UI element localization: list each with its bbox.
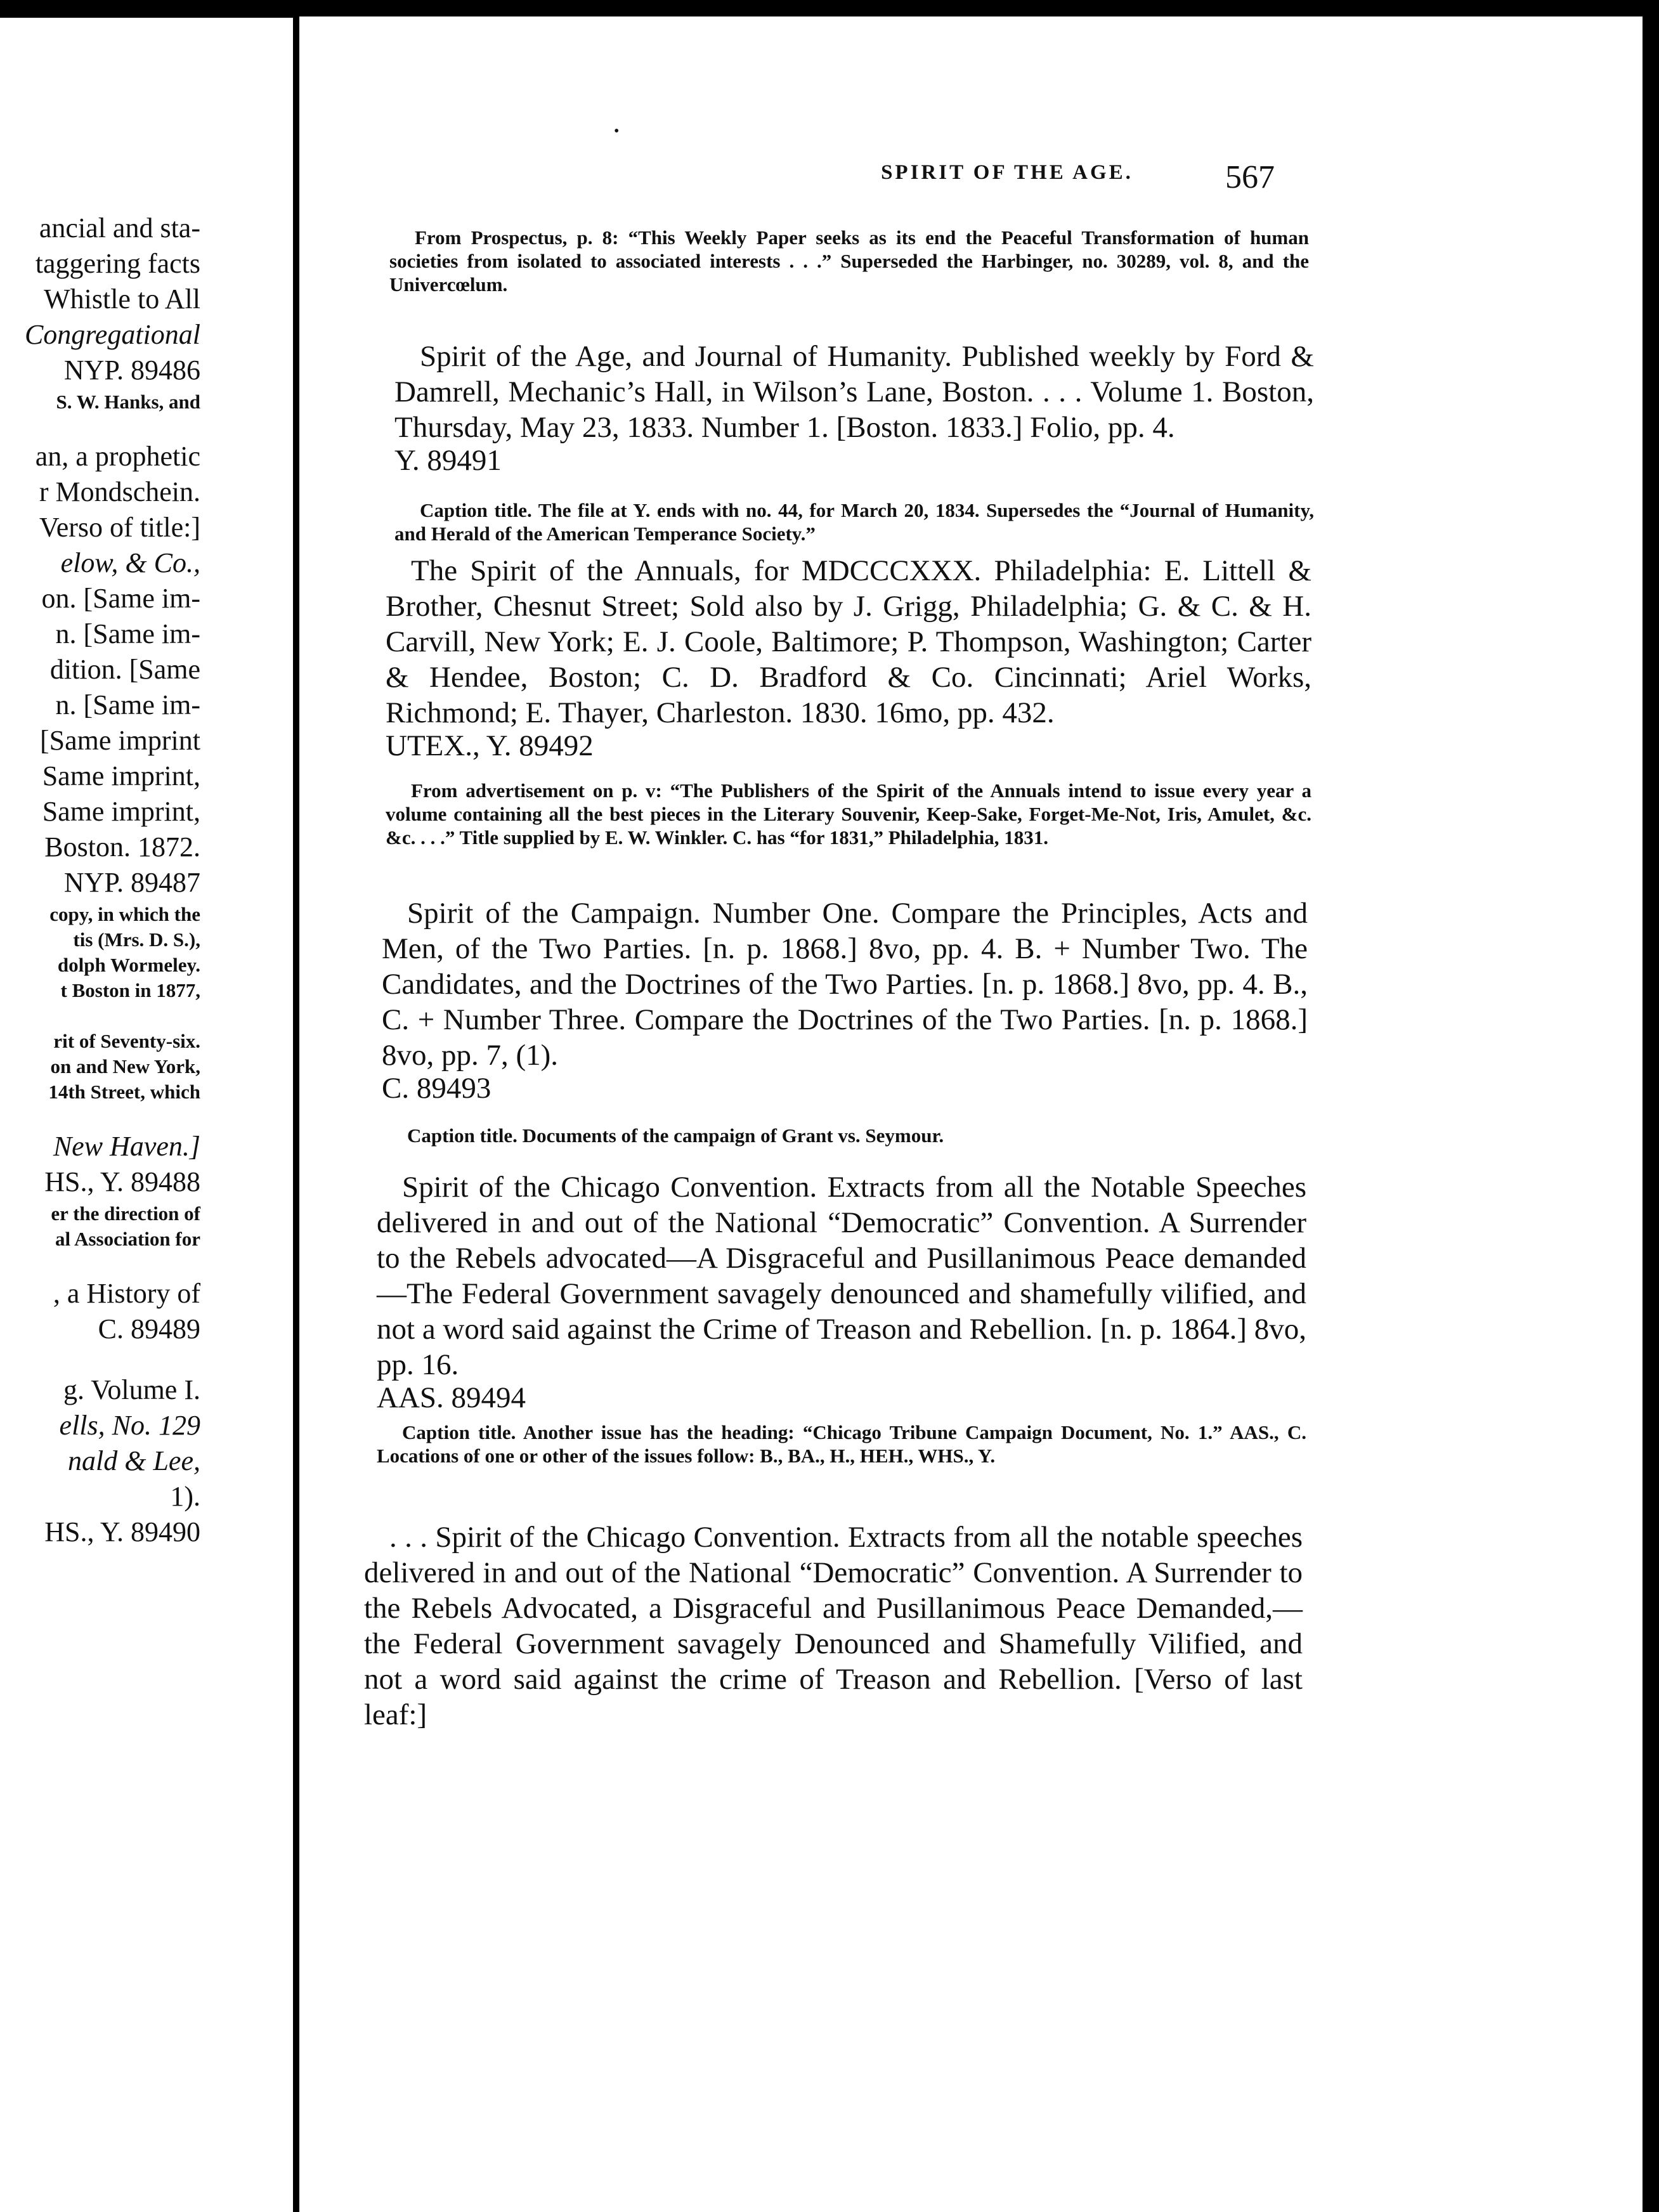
- left-page-line: HS., Y. 89488: [44, 1166, 200, 1197]
- entry-89491: [394, 339, 1314, 478]
- left-page-line: on and New York,: [50, 1055, 200, 1077]
- left-page-line: NYP. 89487: [63, 867, 200, 898]
- left-page-line: n. [Same im-: [55, 618, 200, 649]
- entry-89492-call-number: UTEX., Y. 89492: [386, 729, 594, 762]
- left-page-line: Whistle to All: [44, 283, 200, 315]
- left-page-line: Congregational: [24, 319, 200, 350]
- entry-89493-note: [382, 1124, 1308, 1147]
- left-page-line: [Same imprint: [40, 725, 200, 756]
- left-page-line: NYP. 89486: [63, 355, 200, 386]
- entry-89494: [377, 1169, 1306, 1415]
- scan-border-right: [1643, 0, 1659, 2212]
- left-page-line: 1).: [170, 1481, 200, 1512]
- left-page-line: an, a prophetic: [35, 441, 200, 472]
- entry-89491-note-text: Caption title. The file at Y. ends with no. 44, for March 20, 1834. Supersedes the “Journal of Humanity, and Herald of the American Temperance Society.”: [394, 499, 1314, 545]
- entry-89492-text: The Spirit of the Annuals, for MDCCCXXX. Philadelphia: E. Littell & Brother, Chesnut Street; Sold also by J. Grigg, Philadelphia; G. & C. & H. Carvill, New York; E. J. Coole, Baltimore; P. Thompson, Washington; Carter & Hendee, Boston; C. D. Bradford & Co. Cincinnati; Ariel Works, Richmond; E. Thayer, Charleston. 1830. 16mo, pp. 432.: [386, 554, 1311, 729]
- entry-89491-call-number: Y. 89491: [394, 444, 502, 477]
- entry-89494-note: [377, 1421, 1306, 1467]
- entry-89493: [382, 895, 1308, 1106]
- left-page-line: n. [Same im-: [55, 689, 200, 720]
- prospectus-note-text: From Prospectus, p. 8: “This Weekly Paper seeks as its end the Peaceful Transformation of human societies from isolated to associated interests . . .” Superseded the Harbinger, no. 30289, vol. 8, and the Univercœlum.: [389, 226, 1309, 296]
- left-page-line: dolph Wormeley.: [57, 954, 200, 976]
- left-page-line: elow, & Co.,: [60, 547, 200, 578]
- left-page-line: S. W. Hanks, and: [56, 391, 200, 413]
- entry-89492: [386, 553, 1311, 764]
- ink-dot: •: [614, 123, 620, 140]
- left-page-line: copy, in which the: [49, 903, 200, 925]
- entry-continuation-text: . . . Spirit of the Chicago Convention. Extracts from all the notable speeches delivered in and out of the National “Democratic” Convention. A Surrender to the Rebels Advocated, a Disgraceful and Pusillanimous Peace Demanded,—the Federal Government savagely Denounced and Shamefully Vilified, and not a word said against the crime of Treason and Rebellion. [Verso of last leaf:]: [364, 1521, 1303, 1731]
- entry-89494-text: Spirit of the Chicago Convention. Extracts from all the Notable Speeches delivered in and out of the National “Democratic” Convention. A Surrender to the Rebels advocated—A Disgraceful and Pusillanimous Peace demanded—The Federal Government savagely denounced and shamefully vilified, and not a word said against the Crime of Treason and Rebellion. [n. p. 1864.] 8vo, pp. 16.: [377, 1171, 1306, 1381]
- left-page-line: tis (Mrs. D. S.),: [73, 928, 200, 951]
- left-page-line: al Association for: [55, 1228, 200, 1250]
- left-page-line: New Haven.]: [53, 1131, 200, 1162]
- left-page-line: Verso of title:]: [39, 512, 200, 543]
- left-page-line: rit of Seventy-six.: [53, 1030, 200, 1052]
- left-page-line: taggering facts: [35, 248, 200, 279]
- left-page-line: Boston. 1872.: [44, 831, 200, 862]
- left-page-line: , a History of: [53, 1278, 200, 1309]
- left-facing-page: [0, 18, 293, 2212]
- left-page-line: dition. [Same: [49, 654, 200, 685]
- entry-89494-call-number: AAS. 89494: [377, 1381, 526, 1414]
- left-page-line: ells, No. 129: [59, 1410, 200, 1441]
- left-page-line: nald & Lee,: [68, 1445, 200, 1476]
- left-page-line: C. 89489: [98, 1313, 200, 1344]
- entry-89493-note-text: Caption title. Documents of the campaign of Grant vs. Seymour.: [407, 1124, 944, 1147]
- entry-89493-text: Spirit of the Campaign. Number One. Compare the Principles, Acts and Men, of the Two Parties. [n. p. 1868.] 8vo, pp. 4. B. + Number Two. The Candidates, and the Doctrines of the Two Parties. [n. p. 1868.] 8vo, pp. 4. B., C. + Number Three. Compare the Doctrines of the Two Parties. [n. p. 1868.] 8vo, pp. 7, (1).: [382, 897, 1308, 1072]
- book-gutter: [293, 0, 299, 2212]
- left-page-line: r Mondschein.: [39, 476, 200, 507]
- left-page-line: Same imprint,: [42, 760, 200, 791]
- left-page-line: 14th Street, which: [48, 1081, 200, 1103]
- left-page-line: Same imprint,: [42, 796, 200, 827]
- entry-89492-note: [386, 779, 1311, 849]
- page-number: 567: [1225, 159, 1275, 195]
- left-page-line: g. Volume I.: [63, 1374, 200, 1405]
- left-page-line: on. [Same im-: [41, 583, 200, 614]
- entry-89493-call-number: C. 89493: [382, 1072, 491, 1105]
- entry-continuation: [364, 1519, 1303, 1733]
- entry-89492-note-text: From advertisement on p. v: “The Publishers of the Spirit of the Annuals intend to issue every year a volume containing all the best pieces in the Literary Souvenir, Keep-Sake, Forget-Me-Not, Iris, Amulet, &c. &c. . . .” Title supplied by E. W. Winkler. C. has “for 1831,” Philadelphia, 1831.: [386, 779, 1311, 849]
- left-page-line: ancial and sta-: [39, 212, 200, 244]
- left-page-line: t Boston in 1877,: [60, 979, 200, 1001]
- left-page-line: HS., Y. 89490: [44, 1516, 200, 1547]
- entry-89491-text: Spirit of the Age, and Journal of Humanity. Published weekly by Ford & Damrell, Mechanic’s Hall, in Wilson’s Lane, Boston. . . . Volume 1. Boston, Thursday, May 23, 1833. Number 1. [Boston. 1833.] Folio, pp. 4.: [394, 340, 1314, 444]
- entry-89491-note: [394, 498, 1314, 545]
- left-page-line: er the direction of: [51, 1202, 200, 1225]
- entry-89494-note-text: Caption title. Another issue has the heading: “Chicago Tribune Campaign Document, No. 1.” AAS., C. Locations of one or other of the issues follow: B., BA., H., HEH., WHS., Y.: [377, 1421, 1306, 1467]
- running-head: SPIRIT OF THE AGE.: [881, 161, 1133, 184]
- prospectus-note: [389, 226, 1309, 296]
- right-page: [299, 16, 1659, 2212]
